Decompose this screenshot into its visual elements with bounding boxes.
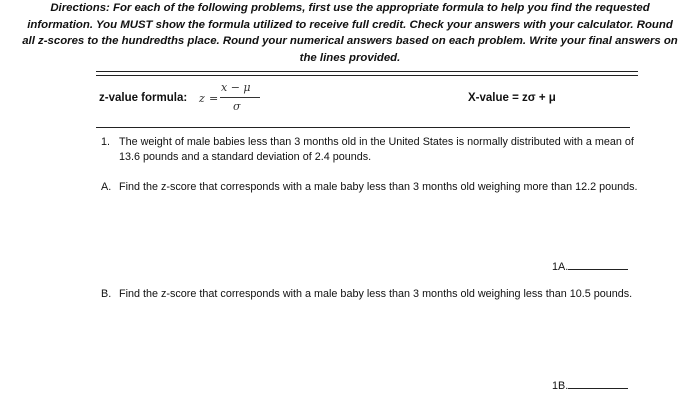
part-a-text: Find the z-score that corresponds with a male baby less than 3 months old weighing more than 12.2 pounds. bbox=[119, 181, 638, 193]
problem-number: 1. bbox=[101, 136, 111, 148]
answer-1b[interactable] bbox=[552, 377, 628, 392]
answer-1a-label: 1A. bbox=[552, 261, 569, 273]
answer-1a-line[interactable] bbox=[568, 258, 628, 270]
part-b-letter: B. bbox=[101, 288, 112, 300]
top-divider-second bbox=[96, 75, 638, 76]
answer-1a[interactable] bbox=[552, 258, 628, 273]
answer-1b-line[interactable] bbox=[568, 377, 628, 389]
formula-row bbox=[99, 82, 639, 122]
answer-1b-label: 1B. bbox=[552, 380, 569, 392]
part-a-letter: A. bbox=[101, 181, 112, 193]
part-b-text: Find the z-score that corresponds with a male baby less than 3 months old weighing less than 10.5 pounds. bbox=[119, 288, 633, 300]
z-formula-label: z-value formula: bbox=[99, 92, 188, 104]
z-numerator: x − μ bbox=[221, 81, 251, 94]
top-divider bbox=[96, 71, 638, 72]
z-denominator: σ bbox=[233, 100, 241, 113]
z-equals: = bbox=[209, 92, 219, 105]
z-variable: z bbox=[199, 92, 205, 105]
problem-text: The weight of male babies less than 3 months old in the United States is normally distributed with a mean of 13.6 pounds and a standard deviation of 2.4 pounds. bbox=[119, 136, 634, 163]
formula-divider bbox=[96, 127, 630, 128]
fraction-bar bbox=[220, 97, 260, 98]
directions-text: Directions: For each of the following problems, first use the appropriate formula to help you find the requested information. You MUST show the formula utilized to receive full credit. Check your answers with your calculator. Round all z-scores to the hundredths place. Round your numerical answers based on each problem. Write your final answers on the lines provided. bbox=[22, 2, 678, 64]
x-value-formula: X-value = zσ + μ bbox=[468, 92, 556, 104]
